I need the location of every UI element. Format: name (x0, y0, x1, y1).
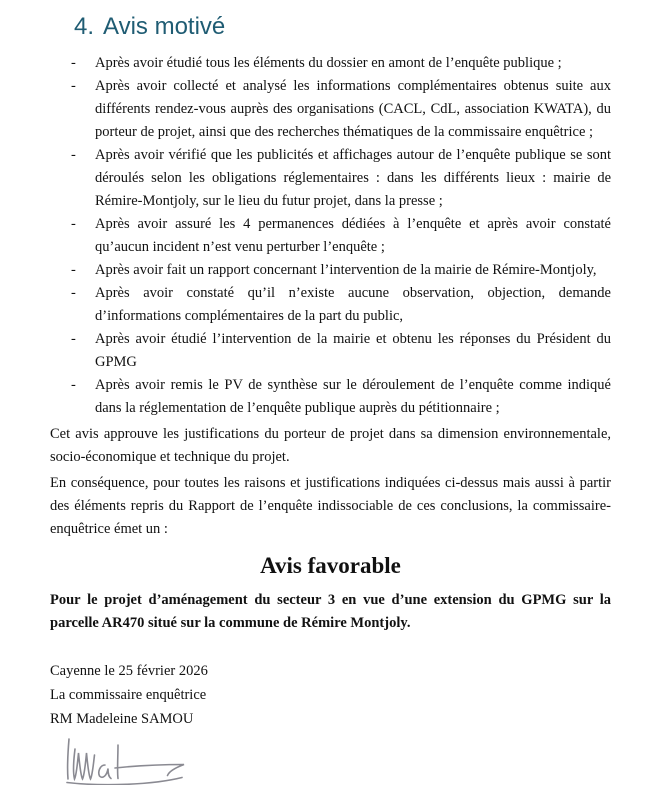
list-item-text: Après avoir collecté et analysé les informations complémentaires obtenus suite aux différents rendez-vous auprès des organisations (CACL, CdL, association KWATA), du porteur de projet, ainsi que des recherches thématiques de la commissaire enquêtrice ; (95, 78, 611, 140)
list-item (50, 374, 611, 420)
approval-paragraph: Cet avis approuve les justifications du porteur de projet dans sa dimension environnementale, socio-économique et technique du projet. (50, 426, 611, 465)
verdict-title: Avis favorable (260, 553, 401, 578)
list-item-text: Après avoir constaté qu’il n’existe aucune observation, objection, demande d’informations complémentaires de la part du public, (95, 285, 611, 324)
project-statement: Pour le projet d’aménagement du secteur 3 en vue d’une extension du GPMG sur la parcelle AR470 situé sur la commune de Rémire Montjoly. (50, 592, 611, 631)
list-item-text: Après avoir remis le PV de synthèse sur le déroulement de l’enquête comme indiqué dans la réglementation de l’enquête publique auprès du pétitionnaire ; (95, 377, 611, 416)
dash-bullet: - (71, 377, 76, 393)
dash-bullet: - (71, 285, 76, 301)
consequence-paragraph: En conséquence, pour toutes les raisons et justifications indiquées ci-dessus mais aussi à partir des éléments repris du Rapport de l’enquête indissociable de ces conclusions, la commissaire-enquêtrice émet un : (50, 475, 611, 537)
dash-bullet: - (71, 216, 76, 232)
closing-block (50, 659, 611, 731)
list-item (50, 282, 611, 328)
place-date: Cayenne le 25 février 2026 (50, 663, 208, 679)
list-item-text: Après avoir vérifié que les publicités et affichages autour de l’enquête publique se sont déroulés selon les obligations réglementaires : dans les différents lieux : mairie de Rémire-Montjoly, sur le lieu du futur projet, dans la presse ; (95, 147, 611, 209)
dash-bullet: - (71, 55, 76, 71)
considerations-list (50, 52, 611, 420)
list-item (50, 75, 611, 144)
list-item (50, 213, 611, 259)
list-item-text: Après avoir assuré les 4 permanences dédiées à l’enquête et après avoir constaté qu’aucun incident n’est venu perturber l’enquête ; (95, 216, 611, 255)
dash-bullet: - (71, 147, 76, 163)
signatory-role: La commissaire enquêtrice (50, 687, 207, 703)
list-item (50, 144, 611, 213)
list-item-text: Après avoir fait un rapport concernant l’intervention de la mairie de Rémire-Montjoly, (95, 262, 597, 278)
heading-title: Avis motivé (103, 13, 226, 40)
list-item (50, 52, 611, 75)
list-item (50, 259, 611, 282)
dash-bullet: - (71, 262, 76, 278)
list-item-text: Après avoir étudié l’intervention de la mairie et obtenu les réponses du Président du GPMG (95, 331, 611, 370)
signatory-name: RM Madeleine SAMOU (50, 711, 194, 727)
section-heading (74, 12, 611, 42)
dash-bullet: - (71, 78, 76, 94)
list-item (50, 328, 611, 374)
list-item-text: Après avoir étudié tous les éléments du dossier en amont de l’enquête publique ; (95, 55, 562, 71)
dash-bullet: - (71, 331, 76, 347)
handwritten-signature-icon (58, 735, 611, 785)
heading-number: 4. (74, 13, 95, 40)
